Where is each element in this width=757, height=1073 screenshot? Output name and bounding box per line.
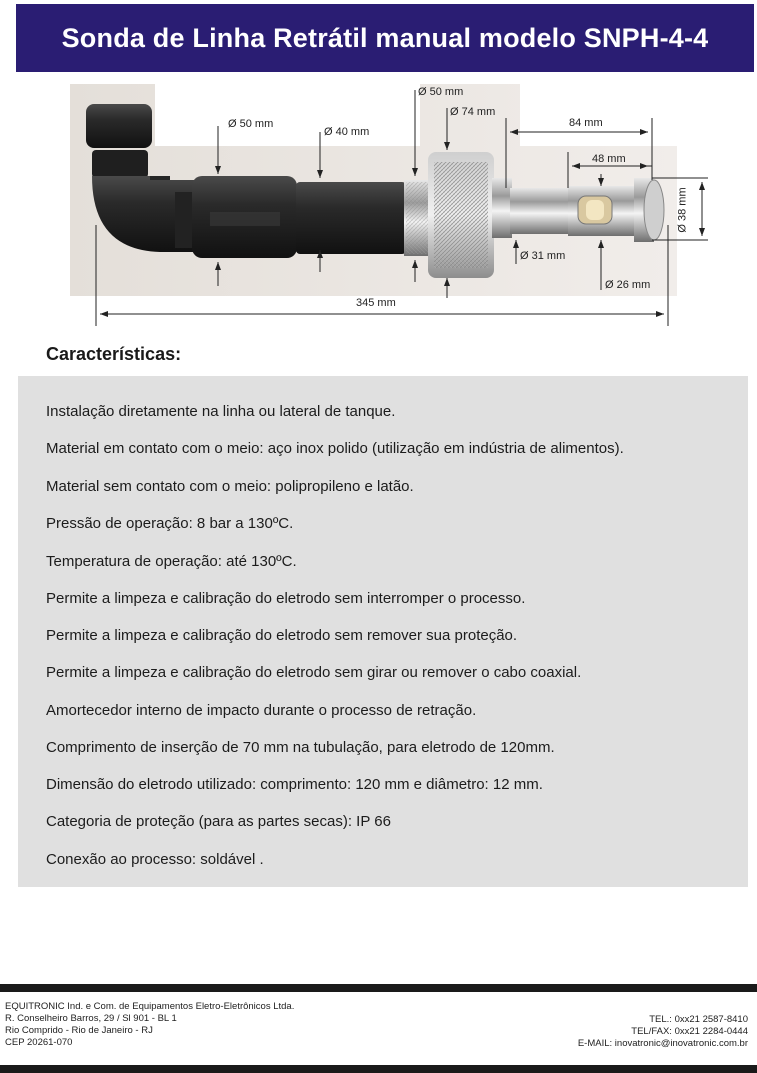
feature-item: Conexão ao processo: soldável . bbox=[46, 851, 264, 868]
feature-item: Categoria de proteção (para as partes secas): IP 66 bbox=[46, 813, 391, 830]
dimension-label-d38: Ø 38 mm bbox=[676, 187, 689, 233]
feature-item: Material sem contato com o meio: polipropileno e latão. bbox=[46, 478, 414, 495]
features-heading: Características: bbox=[46, 344, 182, 364]
footer-telfax: TEL/FAX: 0xx21 2284-0444 bbox=[631, 1026, 748, 1037]
footer-contact-info bbox=[578, 1014, 748, 1050]
feature-item: Comprimento de inserção de 70 mm na tubulação, para eletrodo de 120mm. bbox=[46, 739, 555, 756]
feature-item: Pressão de operação: 8 bar a 130ºC. bbox=[46, 515, 294, 532]
footer-company-info bbox=[5, 1001, 294, 1049]
footer-company-name: EQUITRONIC Ind. e Com. de Equipamentos Eletro-Eletrônicos Ltda. bbox=[5, 1001, 295, 1012]
dimension-label-345: 345 mm bbox=[356, 297, 396, 309]
page-title bbox=[16, 4, 754, 72]
feature-item: Permite a limpeza e calibração do eletrodo sem remover sua proteção. bbox=[46, 627, 518, 644]
product-photo-diagram bbox=[0, 80, 757, 340]
dimension-label-48: 48 mm bbox=[592, 153, 626, 165]
feature-item: Instalação diretamente na linha ou lateral de tanque. bbox=[46, 403, 396, 420]
feature-item: Permite a limpeza e calibração do eletrodo sem interromper o processo. bbox=[46, 590, 526, 607]
footer-cep: CEP 20261-070 bbox=[5, 1037, 73, 1048]
dimension-label-d50-left: Ø 50 mm bbox=[228, 118, 274, 130]
dimension-label-d40: Ø 40 mm bbox=[324, 126, 370, 138]
footer-email: E-MAIL: inovatronic@inovatronic.com.br bbox=[577, 1038, 748, 1049]
dimension-label-d26: Ø 26 mm bbox=[605, 279, 651, 291]
feature-item: Amortecedor interno de impacto durante o processo de retração. bbox=[46, 702, 477, 719]
footer-tel: TEL.: 0xx21 2587-8410 bbox=[649, 1014, 748, 1025]
footer-address-line1: R. Conselheiro Barros, 29 / Sl 901 - BL 1 bbox=[5, 1013, 177, 1024]
footer-divider-bottom bbox=[0, 1065, 757, 1073]
footer-address-line2: Rio Comprido - Rio de Janeiro - RJ bbox=[5, 1025, 153, 1036]
page-title-text: Sonda de Linha Retrátil manual modelo SNPH-4-4 bbox=[61, 22, 709, 53]
feature-item: Temperatura de operação: até 130ºC. bbox=[46, 553, 297, 570]
feature-item: Permite a limpeza e calibração do eletrodo sem girar ou remover o cabo coaxial. bbox=[46, 664, 582, 681]
dimension-label-d31: Ø 31 mm bbox=[520, 250, 566, 262]
dimension-label-d50-top: Ø 50 mm bbox=[418, 86, 464, 98]
feature-item: Material em contato com o meio: aço inox polido (utilização em indústria de alimentos). bbox=[46, 440, 624, 457]
dimension-label-84: 84 mm bbox=[569, 117, 603, 129]
dimension-label-d74: Ø 74 mm bbox=[450, 106, 496, 118]
footer-divider-top bbox=[0, 984, 757, 992]
features-panel bbox=[18, 376, 748, 887]
feature-item: Dimensão do eletrodo utilizado: comprimento: 120 mm e diâmetro: 12 mm. bbox=[46, 776, 543, 793]
